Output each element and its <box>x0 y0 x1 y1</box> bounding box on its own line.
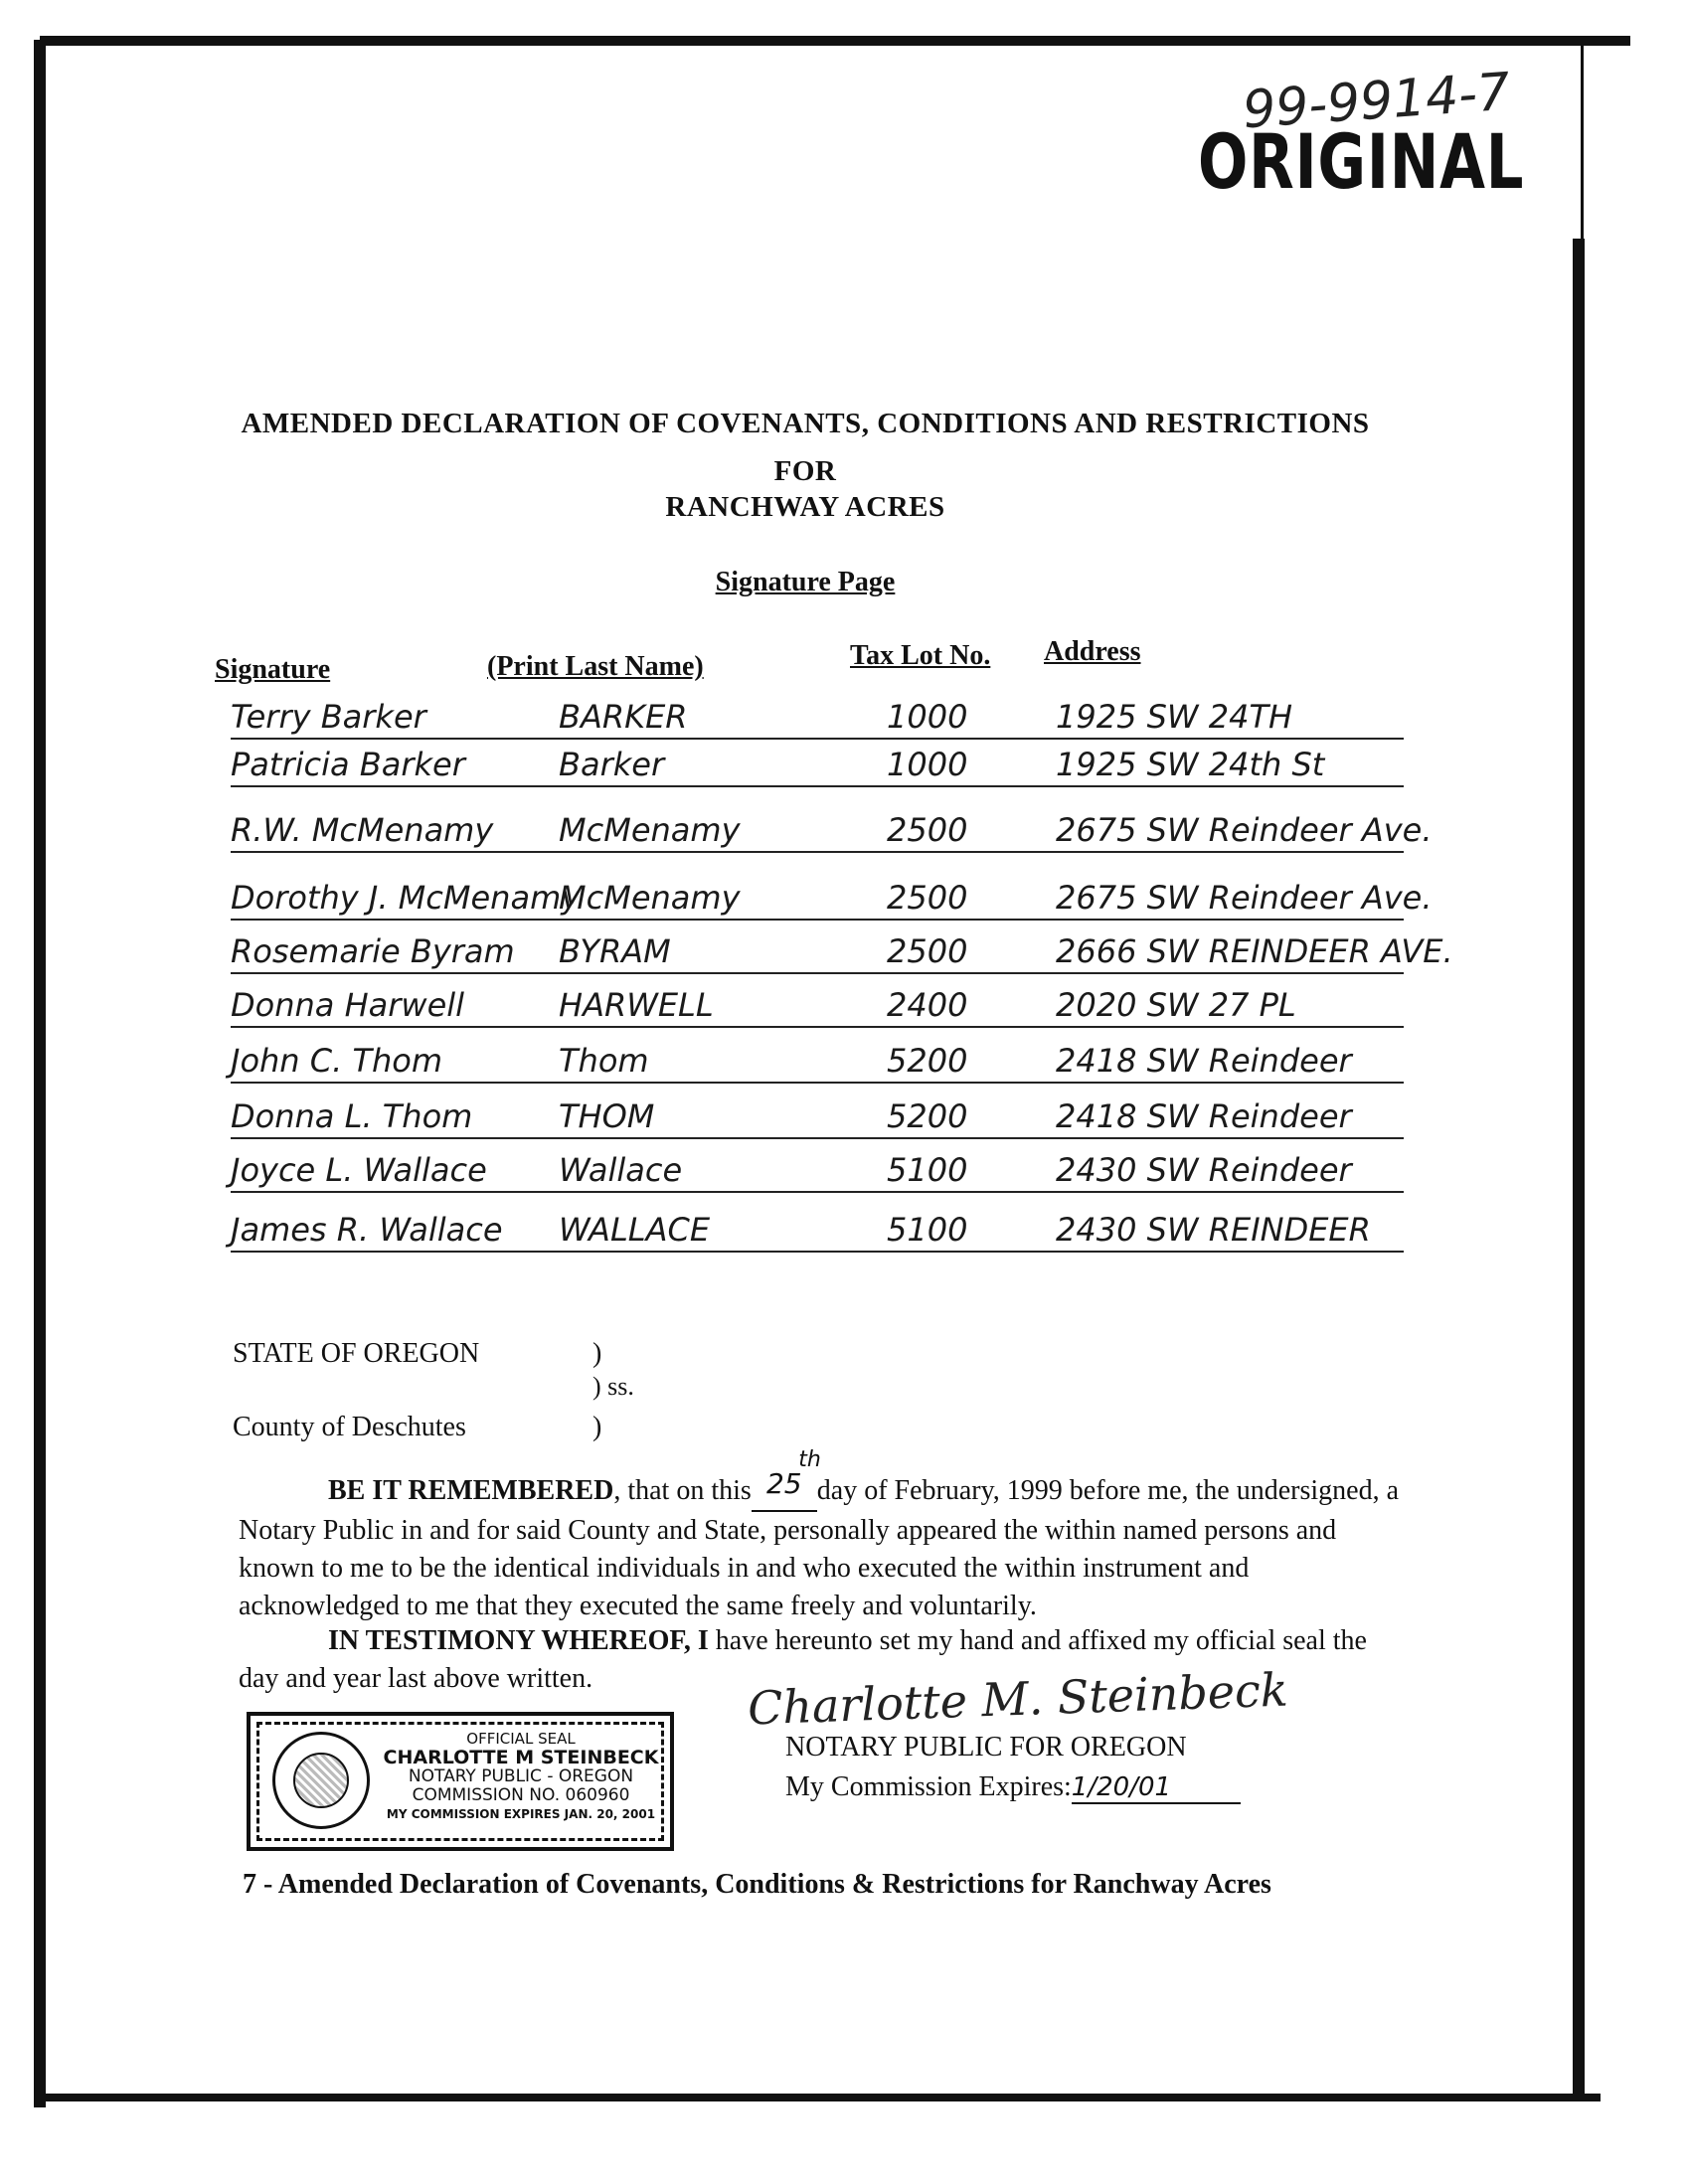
seal-line: COMMISSION NO. 060960 <box>412 1785 630 1805</box>
page-border-right-top <box>1581 40 1584 239</box>
file-number: 99-9914-7 <box>1241 62 1512 141</box>
document-title-line2: FOR <box>773 455 837 487</box>
acknowledgment-body: day of February, 1999 before me, the undersigned, a Notary Public in and for said County and State, personally appeared the within named persons and known to me to be the identical individuals in and who executed the within instrument and acknowledged to me that they executed the same freely and voluntarily. <box>239 1475 1399 1621</box>
signature-row <box>231 803 1433 853</box>
venue-state: STATE OF OREGON <box>233 1338 480 1369</box>
row-tax-lot: 2500 <box>887 932 968 970</box>
commission-date: 1/20/01 <box>1072 1772 1241 1804</box>
row-signature: Patricia Barker <box>231 746 465 783</box>
acknowledgment-before-day: , that on this <box>613 1475 752 1506</box>
row-address: 2675 SW Reindeer Ave. <box>1056 879 1433 917</box>
row-tax-lot: 2400 <box>887 986 968 1024</box>
row-signature: James R. Wallace <box>231 1211 503 1249</box>
row-last-name: McMenamy <box>559 879 741 917</box>
row-signature: R.W. McMenamy <box>231 811 494 849</box>
row-address: 2418 SW Reindeer <box>1056 1097 1352 1135</box>
page-footer: 7 - Amended Declaration of Covenants, Conditions & Restrictions for Ranchway Acres <box>243 1869 1271 1900</box>
oregon-state-seal-icon <box>272 1732 370 1829</box>
acknowledgment-lead: BE IT REMEMBERED <box>328 1475 614 1506</box>
seal-emblem <box>293 1753 349 1808</box>
row-tax-lot: 5200 <box>887 1097 968 1135</box>
venue-county: County of Deschutes <box>233 1412 466 1442</box>
row-tax-lot: 1000 <box>887 746 968 783</box>
signature-row <box>231 924 1453 974</box>
page-border-left <box>34 40 46 2107</box>
signature-row <box>231 978 1404 1028</box>
seal-line: OFFICIAL SEAL <box>466 1730 576 1748</box>
seal-line: CHARLOTTE M STEINBECK <box>383 1747 659 1768</box>
row-last-name: BYRAM <box>559 932 671 970</box>
day-field <box>752 1447 821 1512</box>
row-signature: Terry Barker <box>231 698 426 736</box>
seal-line: NOTARY PUBLIC - OREGON <box>408 1766 634 1786</box>
row-address: 2666 SW REINDEER AVE. <box>1056 932 1453 970</box>
signature-row <box>231 1034 1404 1084</box>
row-address: 2020 SW 27 PL <box>1056 986 1296 1024</box>
testimony-body: have hereunto set my hand and affixed my official seal the day and year last above written. <box>239 1625 1367 1694</box>
document-title-line3: RANCHWAY ACRES <box>665 491 945 523</box>
row-last-name: Wallace <box>559 1151 683 1189</box>
venue-ss: ) ss. <box>592 1372 634 1401</box>
signature-row <box>231 690 1404 740</box>
signature-row <box>231 1090 1404 1139</box>
signature-row <box>231 1203 1404 1253</box>
row-last-name: BARKER <box>559 698 688 736</box>
row-tax-lot: 1000 <box>887 698 968 736</box>
column-header-last-name: (Print Last Name) <box>487 651 704 682</box>
page-border-bottom <box>40 2094 1601 2101</box>
day-suffix: th <box>798 1447 821 1472</box>
venue-paren: ) <box>592 1412 602 1442</box>
commission-expires <box>785 1771 1241 1804</box>
row-last-name: HARWELL <box>559 986 714 1024</box>
row-address: 2418 SW Reindeer <box>1056 1042 1352 1080</box>
signature-page-heading: Signature Page <box>715 567 896 597</box>
row-signature: Dorothy J. McMenamy <box>231 879 581 917</box>
row-signature: Donna L. Thom <box>231 1097 473 1135</box>
row-last-name: Barker <box>559 746 665 783</box>
row-tax-lot: 2500 <box>887 811 968 849</box>
row-last-name: McMenamy <box>559 811 741 849</box>
original-stamp: ORIGINAL <box>1198 117 1525 206</box>
column-header-signature: Signature <box>215 654 331 685</box>
row-address: 2430 SW REINDEER <box>1056 1211 1371 1249</box>
row-last-name: Thom <box>559 1042 649 1080</box>
row-address: 1925 SW 24TH <box>1056 698 1293 736</box>
row-address: 2675 SW Reindeer Ave. <box>1056 811 1433 849</box>
venue-paren: ) <box>592 1338 602 1369</box>
acknowledgment-paragraph <box>239 1447 1412 1625</box>
column-header-address: Address <box>1044 636 1141 667</box>
document-title-line1: AMENDED DECLARATION OF COVENANTS, CONDITIONS AND RESTRICTIONS <box>241 408 1370 439</box>
row-last-name: WALLACE <box>559 1211 711 1249</box>
row-signature: Joyce L. Wallace <box>231 1151 487 1189</box>
page-border-top <box>40 36 1630 46</box>
row-last-name: THOM <box>559 1097 655 1135</box>
row-tax-lot: 2500 <box>887 879 968 917</box>
signature-row <box>231 1143 1404 1193</box>
column-header-tax-lot: Tax Lot No. <box>850 640 991 671</box>
notary-seal <box>247 1712 674 1851</box>
seal-line: MY COMMISSION EXPIRES JAN. 20, 2001 <box>386 1807 656 1821</box>
signature-row <box>231 738 1404 787</box>
notary-title: NOTARY PUBLIC FOR OREGON <box>785 1732 1187 1763</box>
testimony-lead: IN TESTIMONY WHEREOF, I <box>328 1625 709 1656</box>
row-signature: Donna Harwell <box>231 986 465 1024</box>
commission-label: My Commission Expires: <box>785 1771 1072 1802</box>
row-tax-lot: 5200 <box>887 1042 968 1080</box>
row-tax-lot: 5100 <box>887 1151 968 1189</box>
day-value: 25 <box>765 1467 802 1500</box>
signature-row <box>231 871 1433 921</box>
row-address: 2430 SW Reindeer <box>1056 1151 1352 1189</box>
row-tax-lot: 5100 <box>887 1211 968 1249</box>
row-address: 1925 SW 24th St <box>1056 746 1325 783</box>
row-signature: John C. Thom <box>231 1042 443 1080</box>
notary-signature: Charlotte M. Steinbeck <box>747 1662 1289 1736</box>
seal-text <box>376 1730 666 1824</box>
row-signature: Rosemarie Byram <box>231 932 515 970</box>
